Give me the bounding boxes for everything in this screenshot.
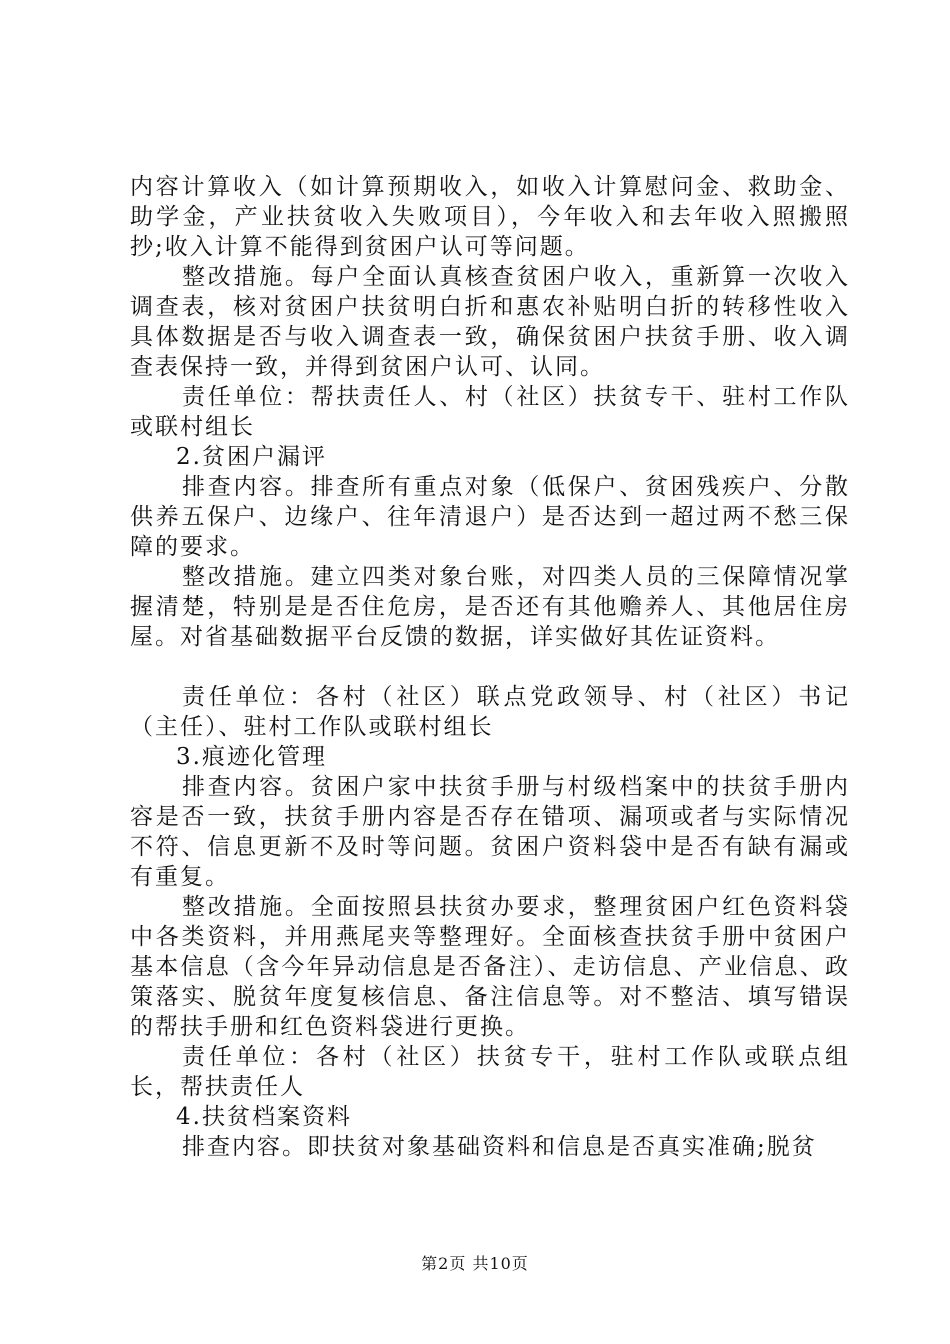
paragraph-inspection-2: 排查内容。排查所有重点对象（低保户、贫困残疾户、分散供养五保户、边缘户、往年清退户）是否达到一超过两不愁三保障的要求。 — [130, 474, 850, 560]
section-heading-4: 4.扶贫档案资料 — [176, 1104, 352, 1130]
document-body — [130, 172, 850, 1162]
paragraph-rectification-3: 整改措施。全面按照县扶贫办要求，整理贫困户红色资料袋中各类资料，并用燕尾夹等整理好。全面核查扶贫手册中贫困户基本信息（含今年异动信息是否备注）、走访信息、产业信息、政策落实、脱贫年度复核信息、备注信息等。对不整洁、填写错误的帮扶手册和红色资料袋进行更换。 — [130, 894, 850, 1040]
paragraph-responsibility-3: 责任单位：各村（社区）扶贫专干，驻村工作队或联点组长，帮扶责任人 — [130, 1044, 850, 1100]
blank-line — [130, 652, 850, 682]
section-heading-3: 3.痕迹化管理 — [176, 744, 327, 770]
paragraph-responsibility-2: 责任单位：各村（社区）联点党政领导、村（社区）书记（主任）、驻村工作队或联村组长 — [130, 684, 850, 740]
paragraph-income-continued: 内容计算收入（如计算预期收入，如收入计算慰问金、救助金、助学金，产业扶贫收入失败项目），今年收入和去年收入照搬照抄;收入计算不能得到贫困户认可等问题。 — [130, 174, 850, 260]
paragraph-rectification-1: 整改措施。每户全面认真核查贫困户收入，重新算一次收入调查表，核对贫困户扶贫明白折和惠农补贴明白折的转移性收入具体数据是否与收入调查表一致，确保贫困户扶贫手册、收入调查表保持一致，并得到贫困户认可、认同。 — [130, 264, 850, 380]
paragraph-inspection-3: 排查内容。贫困户家中扶贫手册与村级档案中的扶贫手册内容是否一致，扶贫手册内容是否存在错项、漏项或者与实际情况不符、信息更新不及时等问题。贫困户资料袋中是否有缺有漏或有重复。 — [130, 774, 850, 890]
paragraph-responsibility-1: 责任单位：帮扶责任人、村（社区）扶贫专干、驻村工作队或联村组长 — [130, 384, 850, 440]
paragraph-inspection-4: 排查内容。即扶贫对象基础资料和信息是否真实准确;脱贫 — [182, 1134, 817, 1160]
paragraph-rectification-2: 整改措施。建立四类对象台账，对四类人员的三保障情况掌握清楚，特别是是否住危房，是否还有其他赡养人、其他居住房屋。对省基础数据平台反馈的数据，详实做好其佐证资料。 — [130, 564, 850, 650]
section-heading-2: 2.贫困户漏评 — [176, 444, 327, 470]
page-number-footer: 第2页 共10页 — [421, 1254, 529, 1273]
